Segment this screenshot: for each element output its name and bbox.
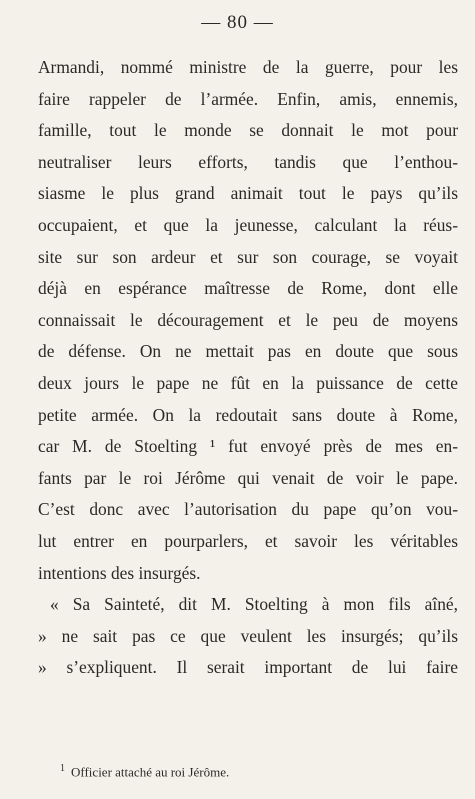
text-line: car M. de Stoelting ¹ fut envoyé près de mes en- (38, 436, 458, 457)
text-line: famille, tout le monde se donnait le mot pour (38, 120, 458, 141)
text-line: intentions des insurgés. (38, 562, 201, 583)
text-line: petite armée. On la redoutait sans doute à Rome, (38, 404, 458, 425)
page-number: — 80 — (201, 12, 274, 33)
text-line: fants par le roi Jérôme qui venait de voir le pape. (38, 467, 458, 488)
text-line: site sur son ardeur et sur son courage, se voyait (38, 246, 458, 267)
text-line: occupaient, et que la jeunesse, calculant la réus- (38, 214, 458, 235)
footnote (60, 763, 229, 780)
text-line: de défense. On ne mettait pas en doute que sous (38, 341, 458, 362)
text-line: faire rappeler de l’armée. Enfin, amis, ennemis, (38, 88, 458, 109)
footnote-number: 1 (60, 763, 65, 774)
text-line: connaissait le découragement et le peu de moyens (38, 309, 458, 330)
body-text (38, 52, 458, 684)
text-line: Armandi, nommé ministre de la guerre, pour les (38, 57, 458, 77)
text-line: siasme le plus grand animait tout le pays qu’ils (38, 183, 458, 204)
text-line: deux jours le pape ne fût en la puissance de cette (38, 372, 458, 393)
text-line: » s’expliquent. Il serait important de lui faire (38, 657, 458, 678)
text-line: C’est donc avec l’autorisation du pape qu’on vou- (38, 499, 458, 520)
text-line: » ne sait pas ce que veulent les insurgés; qu’ils (38, 625, 458, 646)
text-line: déjà en espérance maîtresse de Rome, dont elle (38, 278, 458, 299)
text-line: « Sa Sainteté, dit M. Stoelting à mon fils aîné, (50, 594, 458, 615)
text-line: neutraliser leurs efforts, tandis que l’enthou- (38, 151, 458, 172)
footnote-text: Officier attaché au roi Jérôme. (71, 764, 230, 780)
text-line: lut entrer en pourparlers, et savoir les véritables (38, 530, 458, 551)
